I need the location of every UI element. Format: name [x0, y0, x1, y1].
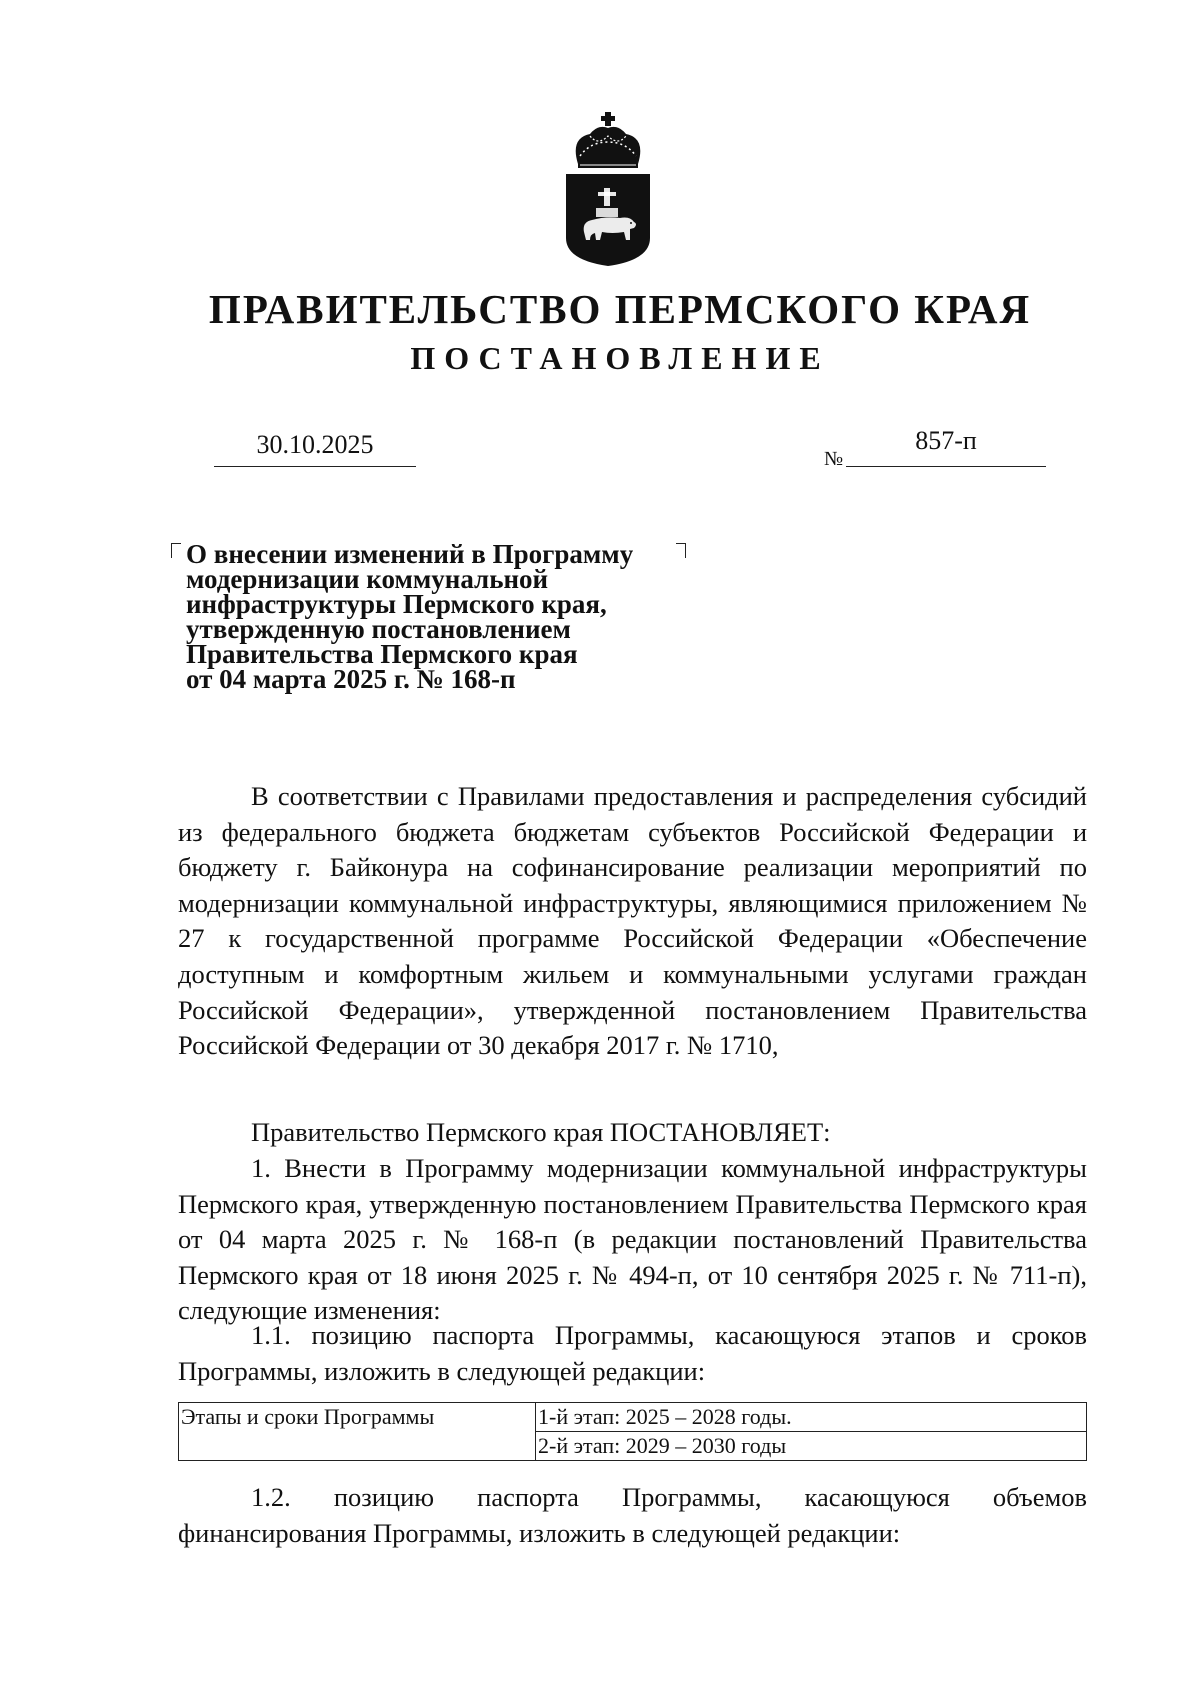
item-1-2-paragraph	[178, 1480, 1087, 1551]
document-type-heading: ПОСТАНОВЛЕНИЕ	[410, 340, 830, 376]
table-row	[179, 1403, 1087, 1432]
document-number: 857-п	[846, 426, 1046, 467]
subject-line: от 04 марта 2025 г. № 168-п	[186, 664, 516, 694]
stage-1-cell: 1-й этап: 2025 – 2028 годы.	[536, 1403, 1087, 1432]
subject-line: утвержденную постановлением	[186, 614, 571, 644]
stages-label-cell: Этапы и сроки Программы	[179, 1403, 536, 1461]
perm-krai-coat-of-arms-icon	[560, 112, 656, 268]
subject-line: Правительства Пермского края	[186, 639, 578, 669]
subject-line: О внесении изменений в Программу	[186, 539, 634, 569]
preamble-paragraph	[178, 779, 1087, 1064]
resolves-paragraph	[178, 1115, 1087, 1151]
item-1-paragraph	[178, 1151, 1087, 1329]
item-1-1-text: 1.1. позицию паспорта Программы, касающуюся этапов и сроков Программы, изложить в следующей редакции:	[178, 1320, 1087, 1386]
document-subject	[186, 539, 686, 694]
subject-line: инфраструктуры Пермского края,	[186, 589, 607, 619]
document-date: 30.10.2025	[214, 430, 416, 467]
item-1-1-paragraph	[178, 1318, 1087, 1389]
stage-2-cell: 2-й этап: 2029 – 2030 годы	[536, 1432, 1087, 1461]
subject-line: модернизации коммунальной	[186, 564, 549, 594]
resolves-text: Правительство Пермского края ПОСТАНОВЛЯЕТ:	[251, 1117, 831, 1147]
preamble-text: В соответствии с Правилами предоставления и распределения субсидий из федерального бюджета бюджетам субъектов Российской Федерации и бюджету г. Байконура на софинансирование реализации мероприятий по модернизации коммунальной инфраструктуры, являющимися приложением № 27 к государственной программе Российской Федерации «Обеспечение доступным и комфортным жильем и коммунальными услугами граждан Российской Федерации», утвержденной постановлением Правительства Российской Федерации от 30 декабря 2017 г. № 1710,	[178, 781, 1087, 1061]
item-1-2-text: 1.2. позицию паспорта Программы, касающуюся объемов финансирования Программы, изложить в следующей редакции:	[178, 1482, 1087, 1548]
government-name-heading: ПРАВИТЕЛЬСТВО ПЕРМСКОГО КРАЯ	[208, 286, 1032, 332]
number-sign: №	[824, 448, 844, 470]
item-1-text: 1. Внести в Программу модернизации коммунальной инфраструктуры Пермского края, утвержденную постановлением Правительства Пермского края от 04 марта 2025 г. № 168-п (в редакции постановлений Правительства Пермского края от 18 июня 2025 г. № 494-п, от 10 сентября 2025 г. № 711-п), следующие изменения:	[178, 1153, 1087, 1326]
stages-table	[178, 1402, 1087, 1461]
subject-corner-mark-left	[171, 543, 181, 558]
